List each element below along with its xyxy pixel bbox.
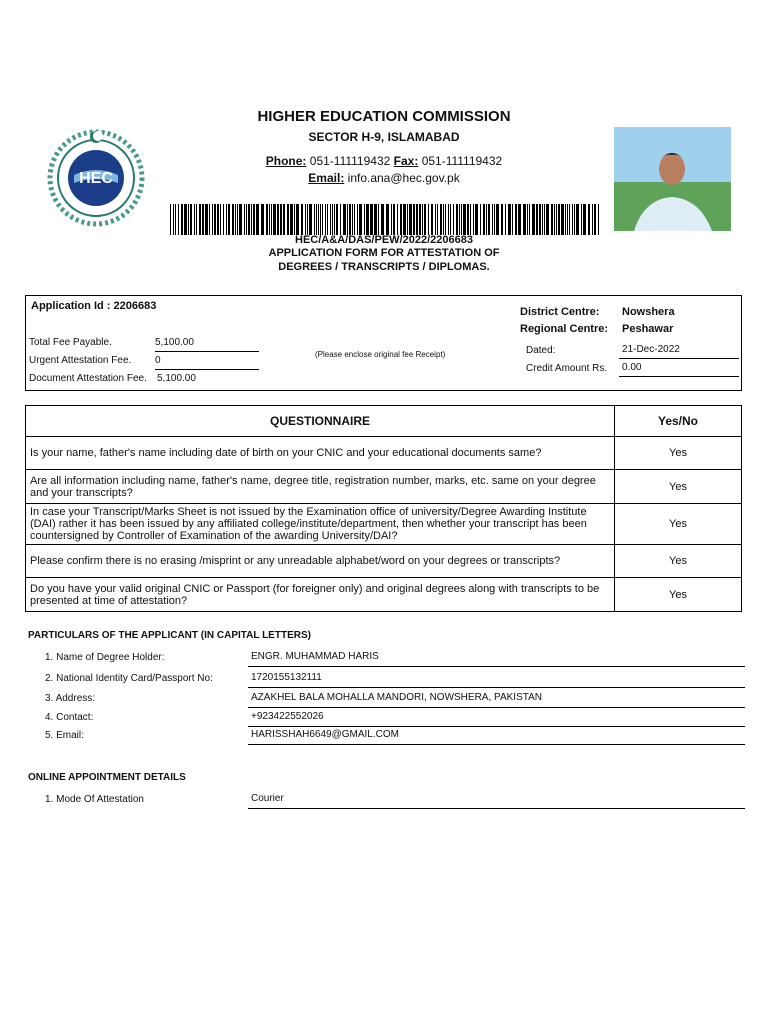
- dated-value: 21-Dec-2022: [619, 344, 739, 359]
- particular-label: 5. Email:: [45, 730, 84, 741]
- answer-value: Yes: [615, 545, 742, 578]
- logo-text: HEC: [79, 170, 113, 187]
- answer-value: Yes: [615, 437, 742, 470]
- email-label: Email:: [308, 171, 345, 185]
- doc-fee-value: 5,100.00: [157, 373, 196, 384]
- district-value: Nowshera: [622, 306, 675, 318]
- particular-value: HARISSHAH6649@GMAIL.COM: [248, 729, 745, 745]
- barcode: [170, 204, 602, 235]
- regional-label: Regional Centre:: [520, 323, 609, 335]
- total-fee-label: Total Fee Payable.: [29, 337, 112, 348]
- appointment-label: 1. Mode Of Attestation: [45, 794, 144, 805]
- fax-value: 051-111119432: [421, 154, 503, 168]
- questionnaire-header: QUESTIONNAIRE: [26, 406, 615, 437]
- total-fee-value: 5,100.00: [155, 337, 259, 352]
- fax-label: Fax:: [393, 154, 419, 168]
- credit-value: 0.00: [619, 362, 739, 377]
- reference-number: HEC/A&A/DAS/PEW/2022/2206683: [295, 234, 473, 246]
- question-text: Do you have your valid original CNIC or Passport (for foreigner only) and original degrees along with transcripts to be presented at time of attestation?: [26, 578, 615, 612]
- appointment-value: Courier: [248, 793, 745, 809]
- form-title-line2: DEGREES / TRANSCRIPTS / DIPLOMAS.: [278, 261, 490, 273]
- credit-label: Credit Amount Rs.: [526, 363, 608, 374]
- form-title: [0, 246, 768, 274]
- answer-value: Yes: [615, 578, 742, 612]
- urgent-fee-value: 0: [155, 355, 259, 370]
- header-address: SECTOR H-9, ISLAMABAD: [308, 130, 460, 144]
- table-row: [26, 437, 742, 470]
- questionnaire-header-row: [26, 406, 742, 437]
- answer-header: Yes/No: [615, 406, 742, 437]
- question-text: Is your name, father's name including date of birth on your CNIC and your educational documents same?: [26, 437, 615, 470]
- particulars-heading: PARTICULARS OF THE APPLICANT (IN CAPITAL LETTERS): [28, 630, 311, 641]
- table-row: [26, 545, 742, 578]
- particular-value: +923422552026: [248, 711, 745, 727]
- regional-value: Peshawar: [622, 323, 674, 335]
- header-phone-line: [0, 154, 768, 168]
- header-email-line: [0, 171, 768, 185]
- appointment-heading: ONLINE APPOINTMENT DETAILS: [28, 772, 186, 783]
- phone-value: 051-111119432: [309, 154, 391, 168]
- question-text: Are all information including name, father's name, degree title, registration number, marks, etc. same on your degree and your transcripts?: [26, 470, 615, 504]
- phone-label: Phone:: [265, 154, 307, 168]
- receipt-note: (Please enclose original fee Receipt): [315, 350, 446, 359]
- doc-fee-label: Document Attestation Fee.: [29, 373, 147, 384]
- particular-label: 1. Name of Degree Holder:: [45, 652, 165, 663]
- dated-label: Dated:: [526, 345, 556, 356]
- table-row: [26, 470, 742, 504]
- particular-value: ENGR. MUHAMMAD HARIS: [248, 651, 745, 667]
- application-id: Application Id : 2206683: [31, 300, 157, 312]
- urgent-fee-label: Urgent Attestation Fee.: [29, 355, 132, 366]
- form-title-line1: APPLICATION FORM FOR ATTESTATION OF: [268, 247, 500, 259]
- particular-label: 2. National Identity Card/Passport No:: [45, 673, 213, 684]
- particular-label: 4. Contact:: [45, 712, 94, 723]
- email-value: info.ana@hec.gov.pk: [347, 171, 460, 185]
- question-text: Please confirm there is no erasing /misprint or any unreadable alphabet/word on your degrees or transcripts?: [26, 545, 615, 578]
- district-label: District Centre:: [520, 306, 600, 318]
- particular-value: AZAKHEL BALA MOHALLA MANDORI, NOWSHERA, PAKISTAN: [248, 692, 745, 708]
- question-text: In case your Transcript/Marks Sheet is not issued by the Examination office of university/Degree Awarding Institute (DAI) rather it has been issued by any affiliated college/institute/department, then whether your transcript has been countersigned by Controller of Examination of the awarding University/DAI?: [26, 504, 615, 545]
- answer-value: Yes: [615, 470, 742, 504]
- particular-value: 1720155132111: [248, 672, 745, 688]
- particular-label: 3. Address:: [45, 693, 96, 704]
- page-title: HIGHER EDUCATION COMMISSION: [257, 108, 511, 125]
- table-row: [26, 504, 742, 545]
- table-row: [26, 578, 742, 612]
- answer-value: Yes: [615, 504, 742, 545]
- questionnaire-table: [25, 405, 742, 612]
